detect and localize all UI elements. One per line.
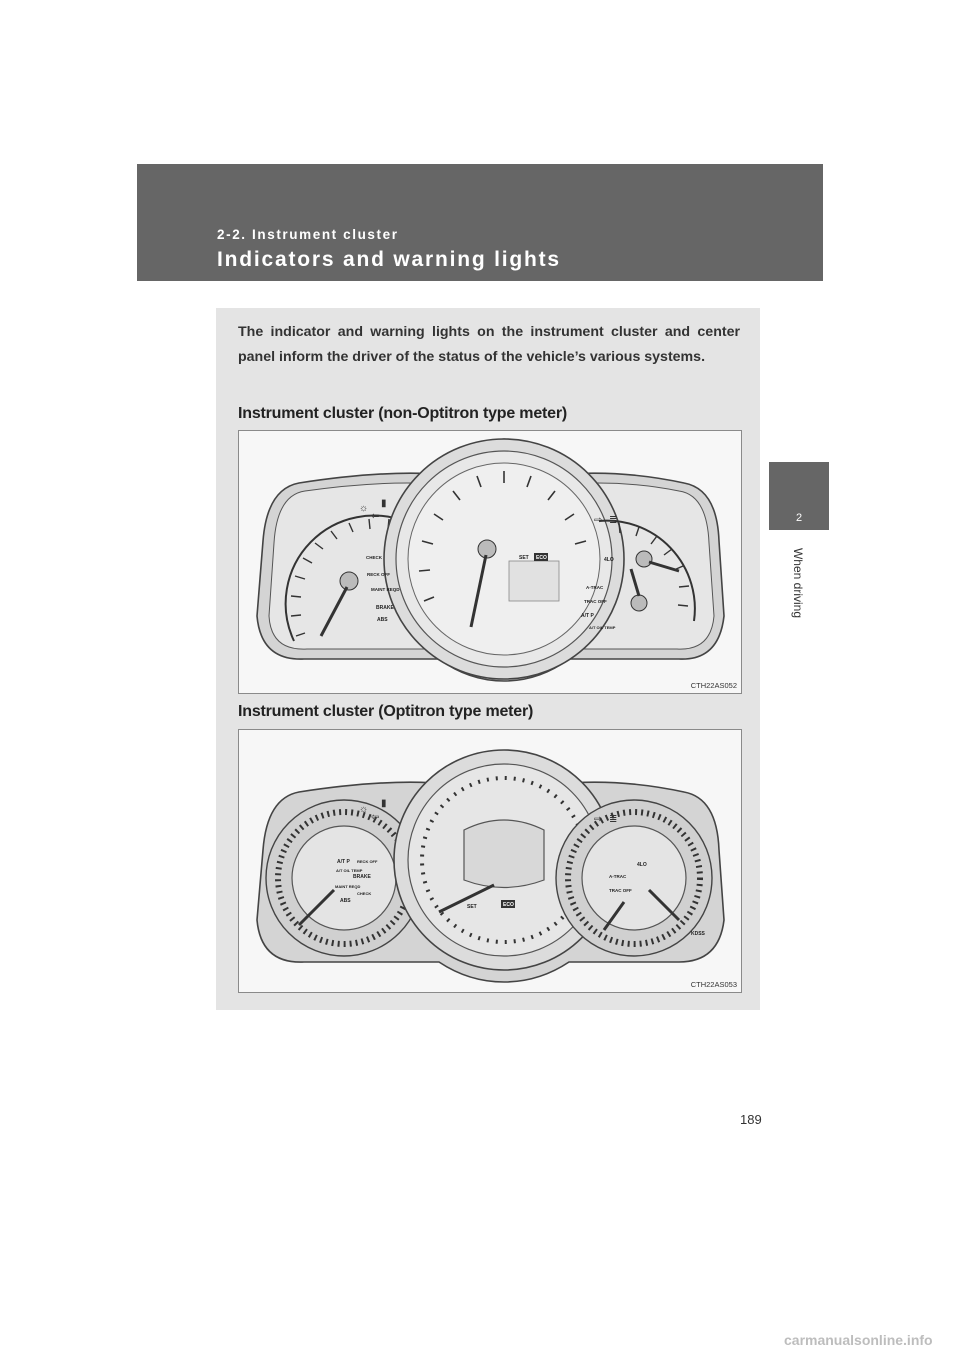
reck-off-label: RECK OFF (367, 572, 390, 577)
chapter-tab (769, 462, 829, 530)
eco-label-2: ECO (503, 902, 514, 908)
brake-label: BRAKE (376, 605, 394, 611)
trac-off-label: TRAC OFF (584, 599, 607, 604)
section-label: 2-2. Instrument cluster (217, 227, 399, 242)
chapter-label (783, 540, 813, 626)
figure-2-code: CTH22AS053 (690, 980, 737, 989)
kdss-label: KDSS (691, 931, 705, 937)
figure-1-code: CTH22AS052 (690, 681, 737, 690)
at-p-label-2: A/T P (337, 859, 350, 865)
section-header (137, 164, 823, 281)
at-p-label: A/T P (581, 613, 594, 619)
at-oil-temp-label-2: A/T OIL TEMP (336, 868, 363, 873)
sun-icon-2: ☼ (359, 804, 369, 815)
page-number: 189 (740, 1112, 762, 1127)
a-trac-label-2: A-TRAC (609, 874, 627, 879)
right-turn-icon: ⇨ (594, 515, 603, 526)
content-panel (216, 308, 760, 1010)
check-label: CHECK (366, 555, 383, 560)
brake-label-2: BRAKE (353, 874, 371, 880)
figure-1-heading: Instrument cluster (non-Optitron type meter) (238, 405, 567, 422)
check-label-2: CHECK (357, 891, 372, 896)
figure-1 (238, 430, 742, 694)
chapter-label-text: When driving (791, 547, 805, 619)
figure-2-heading: Instrument cluster (Optitron type meter) (238, 703, 534, 720)
fog-light-icon-2: ≣ (609, 814, 618, 825)
intro-paragraph: The indicator and warning lights on the instrument cluster and center panel inform the driver of the status of the vehicle’s various systems. (238, 324, 740, 365)
non-optitron-cluster-illustration (239, 431, 741, 693)
at-oil-temp-label: A/T OIL TEMP (589, 625, 616, 630)
abs-label-2: ABS (340, 898, 351, 904)
abs-label: ABS (377, 617, 388, 623)
eco-label: ECO (536, 555, 547, 561)
maint-reqd-label-2: MAINT REQD (335, 884, 361, 889)
reck-off-label-2: RECK OFF (357, 859, 378, 864)
left-turn-icon-2: ⇦ (371, 812, 380, 823)
trac-off-label-2: TRAC OFF (609, 888, 632, 893)
headlight-icon-2: ▮ (381, 798, 387, 809)
a-trac-label: A-TRAC (586, 585, 604, 590)
headlight-icon: ▮ (381, 498, 387, 509)
maint-reqd-label: MAINT REQD (371, 587, 400, 592)
4lo-label-2: 4LO (637, 862, 647, 868)
sun-icon: ☼ (359, 503, 369, 514)
watermark-text: carmanualsonline.info (784, 1332, 933, 1348)
figure-2 (238, 729, 742, 993)
chapter-number: 2 (795, 512, 803, 524)
set-label: SET (519, 555, 529, 561)
4lo-label: 4LO (604, 557, 614, 563)
left-turn-icon: ⇦ (371, 511, 380, 522)
set-label-2: SET (467, 904, 477, 910)
optitron-cluster-illustration (239, 730, 741, 992)
fog-light-icon: ≣ (609, 515, 618, 526)
page-title: Indicators and warning lights (217, 248, 561, 271)
right-turn-icon-2: ⇨ (594, 814, 603, 825)
